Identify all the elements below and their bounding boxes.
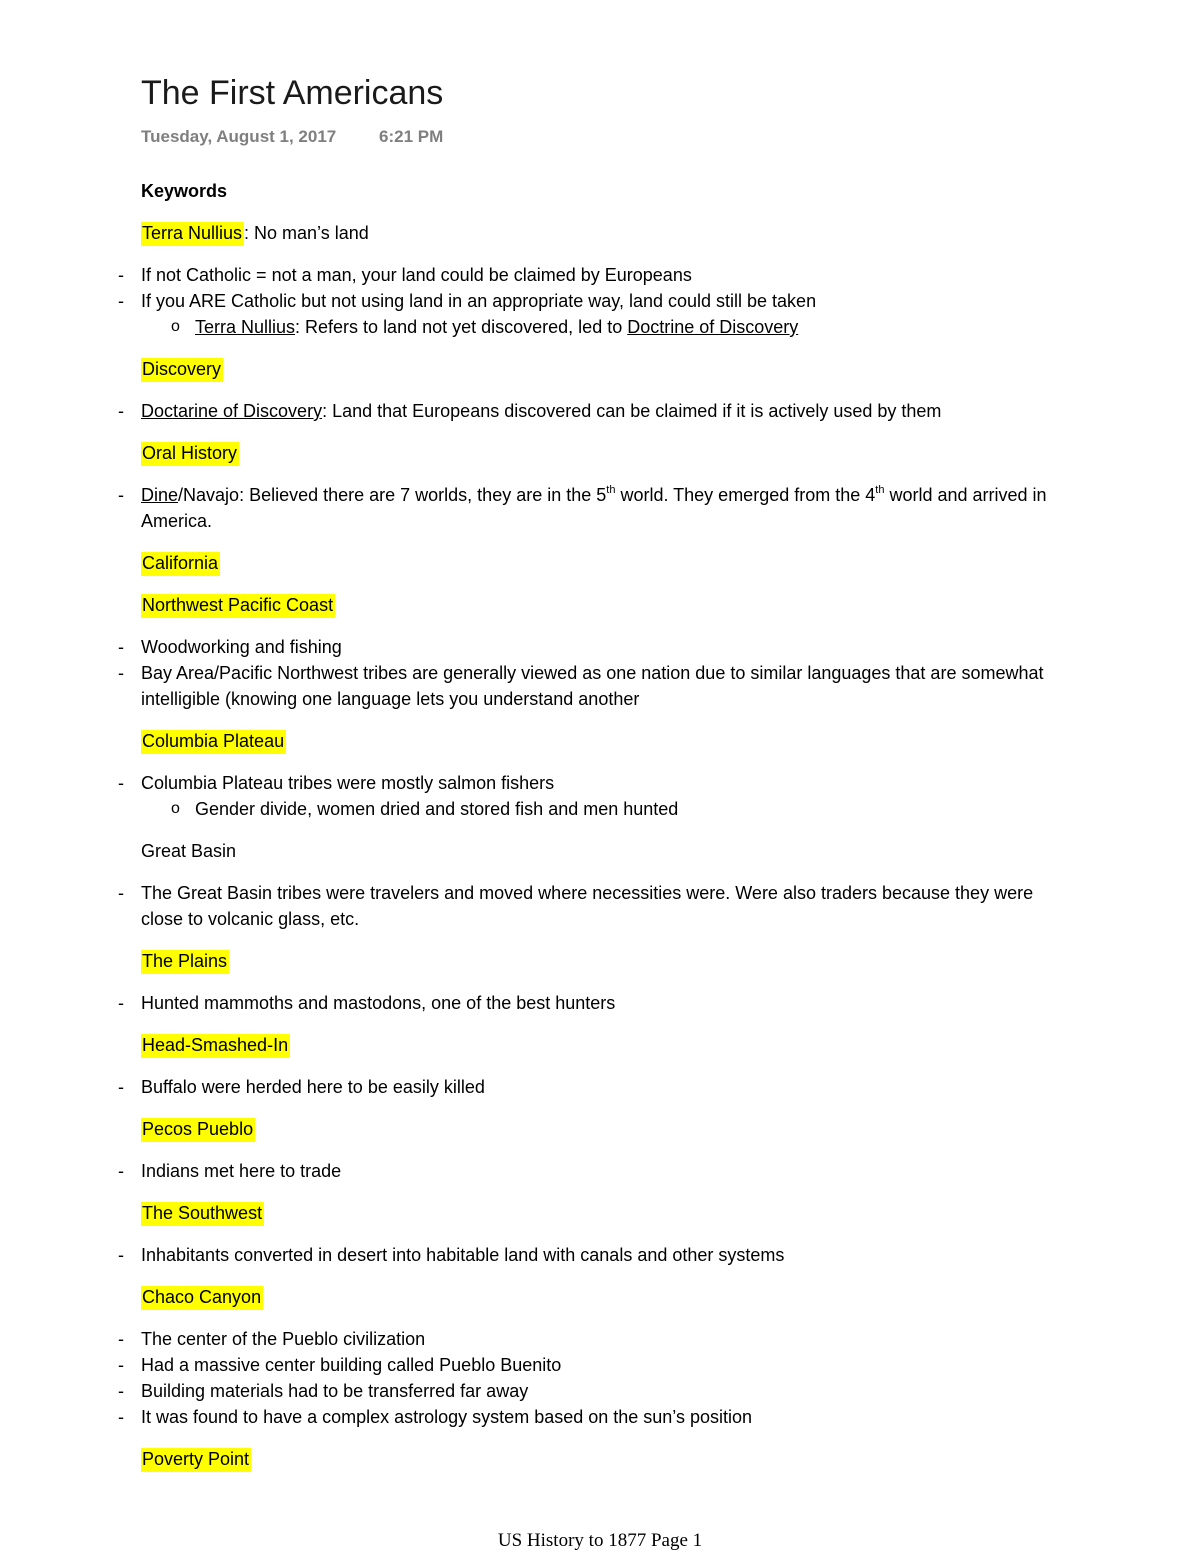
ordinal-suffix: th	[606, 484, 616, 496]
page-footer: US History to 1877 Page 1	[497, 1530, 703, 1551]
doctrine-of-discovery-ref: Doctrine of Discovery	[627, 317, 799, 337]
terra-nullius-definition: : No man’s land	[244, 223, 369, 243]
doctarine-term: Doctarine of Discovery	[141, 401, 323, 421]
great-basin-heading: Great Basin	[141, 841, 237, 861]
list-item	[0, 660, 1051, 712]
sub-list	[141, 796, 1051, 822]
list-item-text: The Great Basin tribes were travelers and moved where necessities were. Were also traders because they were close to volcanic glass, etc.	[141, 883, 1034, 929]
list-item-text: : Land that Europeans discovered can be claimed if it is actively used by them	[322, 401, 942, 421]
chaco-canyon-heading	[141, 1284, 1200, 1310]
list-item	[0, 990, 1051, 1016]
columbia-heading	[141, 728, 1200, 754]
oral-history-list	[0, 482, 1200, 534]
terra-nullius-paragraph	[141, 220, 1200, 246]
discovery-list	[0, 398, 1200, 424]
page-date: Tuesday, August 1, 2017	[141, 127, 337, 146]
list-item	[0, 770, 1051, 822]
oral-history-heading-text: Oral History	[141, 442, 239, 466]
plains-list	[0, 990, 1200, 1016]
chaco-canyon-list	[0, 1326, 1200, 1430]
california-heading	[141, 550, 1200, 576]
chaco-canyon-heading-text: Chaco Canyon	[141, 1286, 263, 1310]
page-meta	[141, 127, 443, 147]
northwest-heading	[141, 592, 1200, 618]
columbia-heading-text: Columbia Plateau	[141, 730, 286, 754]
terra-nullius-term: Terra Nullius	[141, 222, 244, 246]
list-item	[0, 1326, 1051, 1352]
pecos-pueblo-heading	[141, 1116, 1200, 1142]
terra-nullius-list	[0, 262, 1200, 340]
list-item-text: Columbia Plateau tribes were mostly salmon fishers	[141, 773, 555, 793]
southwest-heading	[141, 1200, 1200, 1226]
columbia-list	[0, 770, 1200, 822]
list-item-text: Woodworking and fishing	[141, 637, 342, 657]
oral-history-heading	[141, 440, 1200, 466]
sub-list-item	[141, 314, 1051, 340]
list-item-text: The center of the Pueblo civilization	[141, 1329, 426, 1349]
head-smashed-in-heading-text: Head-Smashed-In	[141, 1034, 290, 1058]
plains-heading	[141, 948, 1200, 974]
list-item-text: Hunted mammoths and mastodons, one of the best hunters	[141, 993, 616, 1013]
page-time: 6:21 PM	[379, 127, 444, 146]
list-item-text: If not Catholic = not a man, your land could be claimed by Europeans	[141, 265, 692, 285]
list-item	[0, 880, 1051, 932]
oral-history-text-1: /Navajo: Believed there are 7 worlds, they are in the 5	[178, 485, 607, 505]
ordinal-suffix: th	[875, 484, 885, 496]
list-item	[0, 482, 1051, 534]
terra-nullius-sub-text: : Refers to land not yet discovered, led to	[295, 317, 628, 337]
list-item-text: Indians met here to trade	[141, 1161, 342, 1181]
northwest-heading-text: Northwest Pacific Coast	[141, 594, 335, 618]
plains-heading-text: The Plains	[141, 950, 229, 974]
poverty-point-heading-text: Poverty Point	[141, 1448, 251, 1472]
discovery-heading	[141, 356, 1200, 382]
list-item	[0, 262, 1051, 288]
list-item	[0, 1378, 1051, 1404]
northwest-list	[0, 634, 1200, 712]
list-item-text: If you ARE Catholic but not using land in an appropriate way, land could still be taken	[141, 291, 817, 311]
list-item-text: Inhabitants converted in desert into habitable land with canals and other systems	[141, 1245, 785, 1265]
list-item	[0, 1242, 1051, 1268]
note-content	[0, 178, 1200, 1488]
sub-list	[141, 314, 1051, 340]
head-smashed-in-heading	[141, 1032, 1200, 1058]
list-item-text: Bay Area/Pacific Northwest tribes are generally viewed as one nation due to similar languages that are somewhat intelligible (knowing one language lets you understand another	[141, 663, 1044, 709]
southwest-list	[0, 1242, 1200, 1268]
oral-history-text-2: world. They emerged from the 4	[615, 485, 876, 505]
list-item-text: Had a massive center building called Pueblo Buenito	[141, 1355, 562, 1375]
list-item-text: Building materials had to be transferred far away	[141, 1381, 529, 1401]
list-item	[0, 1074, 1051, 1100]
page-title: The First Americans	[141, 74, 444, 112]
list-item	[0, 398, 1051, 424]
southwest-heading-text: The Southwest	[141, 1202, 264, 1226]
head-smashed-in-list	[0, 1074, 1200, 1100]
pecos-pueblo-heading-text: Pecos Pueblo	[141, 1118, 255, 1142]
sub-list-item-text: Gender divide, women dried and stored fish and men hunted	[195, 799, 679, 819]
list-item	[0, 1158, 1051, 1184]
list-item	[0, 1404, 1051, 1430]
great-basin-list	[0, 880, 1200, 932]
sub-list-item	[141, 796, 1051, 822]
dine-term: Dine	[141, 485, 179, 505]
pecos-pueblo-list	[0, 1158, 1200, 1184]
keywords-heading: Keywords	[141, 181, 228, 201]
oral-history-text-3: world and arrived in America.	[141, 485, 1047, 531]
california-heading-text: California	[141, 552, 220, 576]
list-item-text: Buffalo were herded here to be easily killed	[141, 1077, 485, 1097]
poverty-point-heading	[141, 1446, 1200, 1472]
list-item	[0, 1352, 1051, 1378]
terra-nullius-sub-term: Terra Nullius	[195, 317, 296, 337]
list-item	[0, 634, 1051, 660]
list-item	[0, 288, 1051, 340]
discovery-heading-text: Discovery	[141, 358, 223, 382]
list-item-text: It was found to have a complex astrology system based on the sun’s position	[141, 1407, 753, 1427]
